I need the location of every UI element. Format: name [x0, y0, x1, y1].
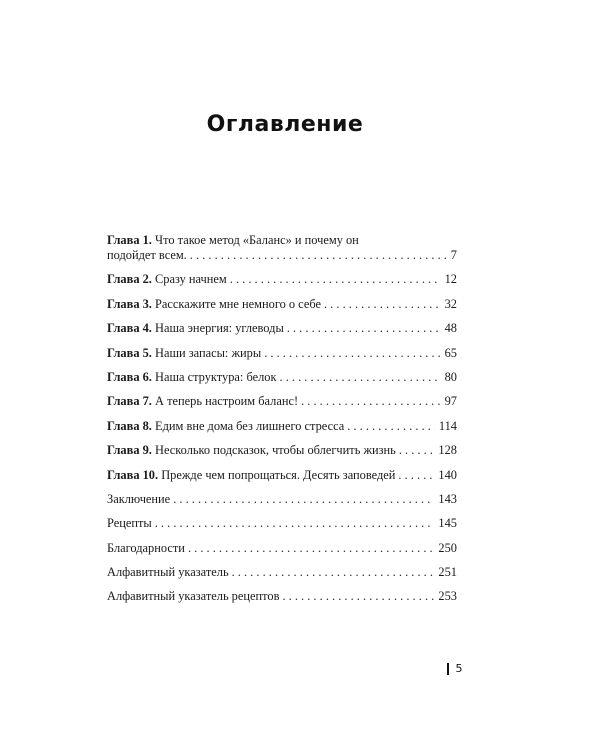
toc-page-number: 97 [444, 394, 457, 409]
toc-page-number: 48 [444, 321, 457, 336]
toc-chapter-label: Глава 1. [107, 233, 152, 247]
toc-entry-title: Алфавитный указатель [107, 565, 229, 580]
toc-page-number: 253 [438, 589, 457, 604]
toc-chapter-label: Глава 6. [107, 369, 152, 384]
dot-leader [282, 589, 434, 604]
toc-entry-title: Едим вне дома без лишнего стресса [155, 418, 345, 433]
toc-entry-conclusion[interactable] [107, 492, 457, 507]
toc-entry-title: Расскажите мне немного о себе [155, 296, 321, 311]
toc-entry-title-continued: подойдет всем. [107, 248, 187, 262]
toc-chapter-label: Глава 10. [107, 467, 159, 482]
toc-entry-chapter-5[interactable] [107, 346, 457, 361]
dot-leader [301, 394, 441, 409]
dot-leader [264, 346, 440, 361]
toc-chapter-label: Глава 3. [107, 296, 152, 311]
dot-leader [347, 419, 435, 434]
dot-leader [399, 443, 435, 458]
toc-page-number: 128 [438, 443, 457, 458]
toc-entry-chapter-9[interactable] [107, 443, 457, 458]
toc-entry-chapter-2[interactable] [107, 272, 457, 287]
toc-entry-title: Благодарности [107, 540, 185, 555]
toc-entry-chapter-4[interactable] [107, 321, 457, 336]
toc-page-number: 32 [444, 296, 457, 311]
toc-page-number: 114 [438, 418, 457, 433]
dot-leader [188, 541, 434, 556]
dot-leader [230, 272, 441, 287]
toc-entry-recipes[interactable] [107, 516, 457, 531]
toc-entry-chapter-8[interactable] [107, 419, 457, 434]
toc-entry-recipe-index[interactable] [107, 589, 457, 604]
toc-entry-title: Заключение [107, 491, 171, 506]
toc-entry-chapter-10[interactable] [107, 468, 457, 483]
toc-entry-title: Прежде чем попрощаться. Десять заповедей [161, 467, 396, 482]
table-of-contents [107, 233, 457, 614]
toc-entry-chapter-7[interactable] [107, 394, 457, 409]
toc-entry-title: Несколько подсказок, чтобы облегчить жизнь [155, 443, 396, 458]
toc-chapter-label: Глава 5. [107, 345, 152, 360]
dot-leader [232, 565, 435, 580]
toc-chapter-label: Глава 2. [107, 272, 152, 287]
dot-leader [155, 516, 435, 531]
toc-page-number: 65 [444, 345, 457, 360]
page-number: 5 [455, 662, 463, 675]
toc-entry-title: Наша структура: белок [155, 369, 277, 384]
toc-entry-acknowledgements[interactable] [107, 541, 457, 556]
toc-entry-chapter-6[interactable] [107, 370, 457, 385]
toc-entry-title: Наши запасы: жиры [155, 345, 262, 360]
toc-entry-index[interactable] [107, 565, 457, 580]
toc-entry-title: Что такое метод «Баланс» и почему он [155, 233, 359, 247]
toc-page-number: 145 [438, 516, 457, 531]
toc-page-number: 140 [438, 467, 457, 482]
toc-entry-title: Сразу начнем [155, 272, 227, 287]
toc-entry-title: Алфавитный указатель рецептов [107, 589, 280, 604]
toc-chapter-label: Глава 9. [107, 443, 152, 458]
toc-chapter-label: Глава 4. [107, 321, 152, 336]
page-folio [447, 662, 463, 675]
dot-leader [173, 492, 434, 507]
toc-page-number: 80 [444, 369, 457, 384]
toc-page-number: 250 [438, 540, 457, 555]
toc-entry-title: А теперь настроим баланс! [155, 394, 299, 409]
folio-divider [447, 663, 449, 675]
toc-page-number: 143 [438, 491, 457, 506]
toc-page-number: 7 [450, 248, 457, 262]
toc-chapter-label: Глава 8. [107, 418, 152, 433]
dot-leader [324, 297, 441, 312]
dot-leader [287, 321, 441, 336]
toc-page-number: 251 [438, 565, 457, 580]
toc-entry-title: Наша энергия: углеводы [155, 321, 284, 336]
page-title: Оглавление [206, 112, 364, 137]
toc-page-number: 12 [444, 272, 457, 287]
dot-leader [398, 468, 434, 483]
toc-entry-chapter-3[interactable] [107, 297, 457, 312]
dot-leader [190, 248, 447, 263]
toc-entry-title: Рецепты [107, 516, 152, 531]
toc-chapter-label: Глава 7. [107, 394, 152, 409]
toc-entry-chapter-1[interactable] [107, 233, 457, 263]
dot-leader [280, 370, 441, 385]
